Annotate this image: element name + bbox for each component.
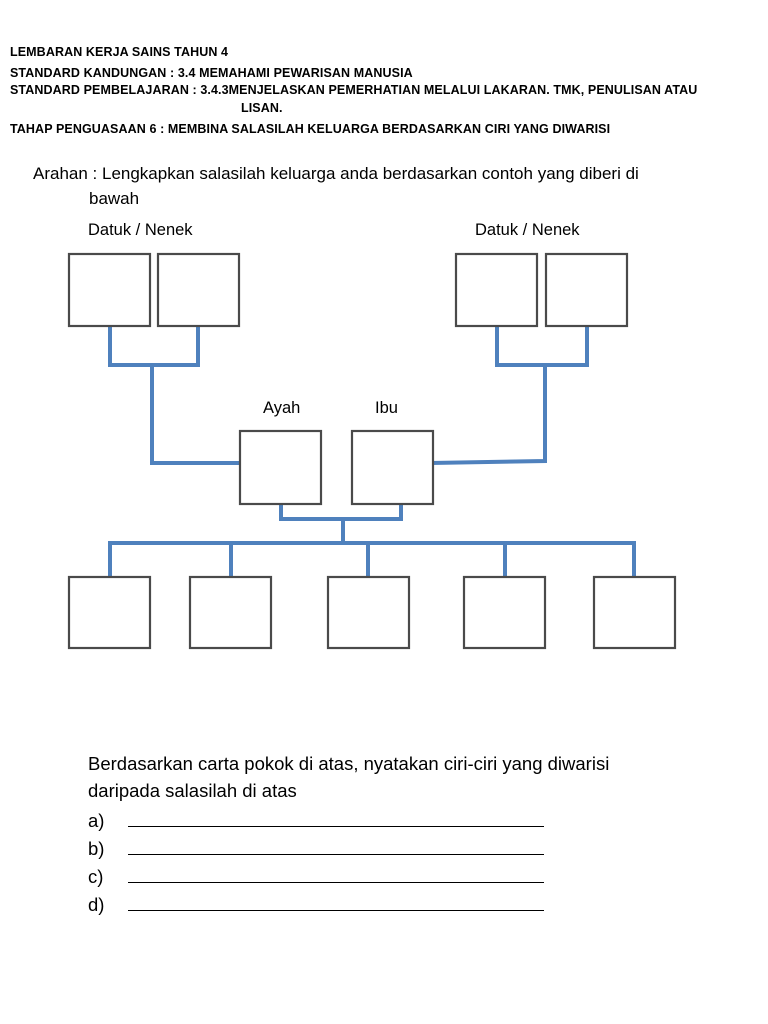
worksheet-title: LEMBARAN KERJA SAINS TAHUN 4 (10, 45, 229, 59)
question-line-2: daripada salasilah di atas (88, 780, 297, 801)
box-child-1[interactable] (69, 577, 150, 648)
connector-right-grandparents (497, 327, 587, 365)
standard-pembelajaran: STANDARD PEMBELAJARAN : 3.4.3MENJELASKAN PEMERHATIAN MELALUI LAKARAN. TMK, PENULISAN ATAU (10, 83, 698, 97)
box-left-grandfather[interactable] (69, 254, 150, 326)
tahap-penguasaan: TAHAP PENGUASAAN 6 : MEMBINA SALASILAH KELUARGA BERDASARKAN CIRI YANG DIWARISI (10, 122, 611, 136)
answer-letter: a) (88, 810, 105, 831)
box-child-5[interactable] (594, 577, 675, 648)
answer-letter: b) (88, 838, 105, 859)
answer-line[interactable] (128, 808, 544, 827)
label-father: Ayah (263, 399, 301, 417)
answer-row-b (88, 836, 544, 860)
instruction-line-2: bawah (89, 189, 140, 208)
label-right-grandparents: Datuk / Nenek (475, 221, 580, 239)
label-mother: Ibu (375, 399, 398, 417)
connector-right-to-mother (433, 365, 545, 463)
answer-letter: d) (88, 894, 105, 915)
connector-left-to-father (152, 365, 240, 463)
answer-row-d (88, 892, 544, 916)
box-child-2[interactable] (190, 577, 271, 648)
answer-line[interactable] (128, 864, 544, 883)
question-line-1: Berdasarkan carta pokok di atas, nyatakan ciri-ciri yang diwarisi (88, 753, 610, 774)
connector-parents (281, 505, 401, 519)
box-father[interactable] (240, 431, 321, 504)
standard-pembelajaran-cont: LISAN. (241, 101, 283, 115)
answer-line[interactable] (128, 836, 544, 855)
standard-kandungan: STANDARD KANDUNGAN : 3.4 MEMAHAMI PEWARISAN MANUSIA (10, 66, 413, 80)
box-mother[interactable] (352, 431, 433, 504)
answer-letter: c) (88, 866, 104, 887)
box-left-grandmother[interactable] (158, 254, 239, 326)
box-child-4[interactable] (464, 577, 545, 648)
answer-line[interactable] (128, 892, 544, 911)
label-left-grandparents: Datuk / Nenek (88, 221, 193, 239)
answer-row-a (88, 808, 544, 832)
box-right-grandmother[interactable] (546, 254, 627, 326)
connector-left-grandparents (110, 327, 198, 365)
instruction-line-1: Arahan : Lengkapkan salasilah keluarga anda berdasarkan contoh yang diberi di (33, 164, 639, 183)
box-child-3[interactable] (328, 577, 409, 648)
answer-row-c (88, 864, 544, 888)
box-right-grandfather[interactable] (456, 254, 537, 326)
